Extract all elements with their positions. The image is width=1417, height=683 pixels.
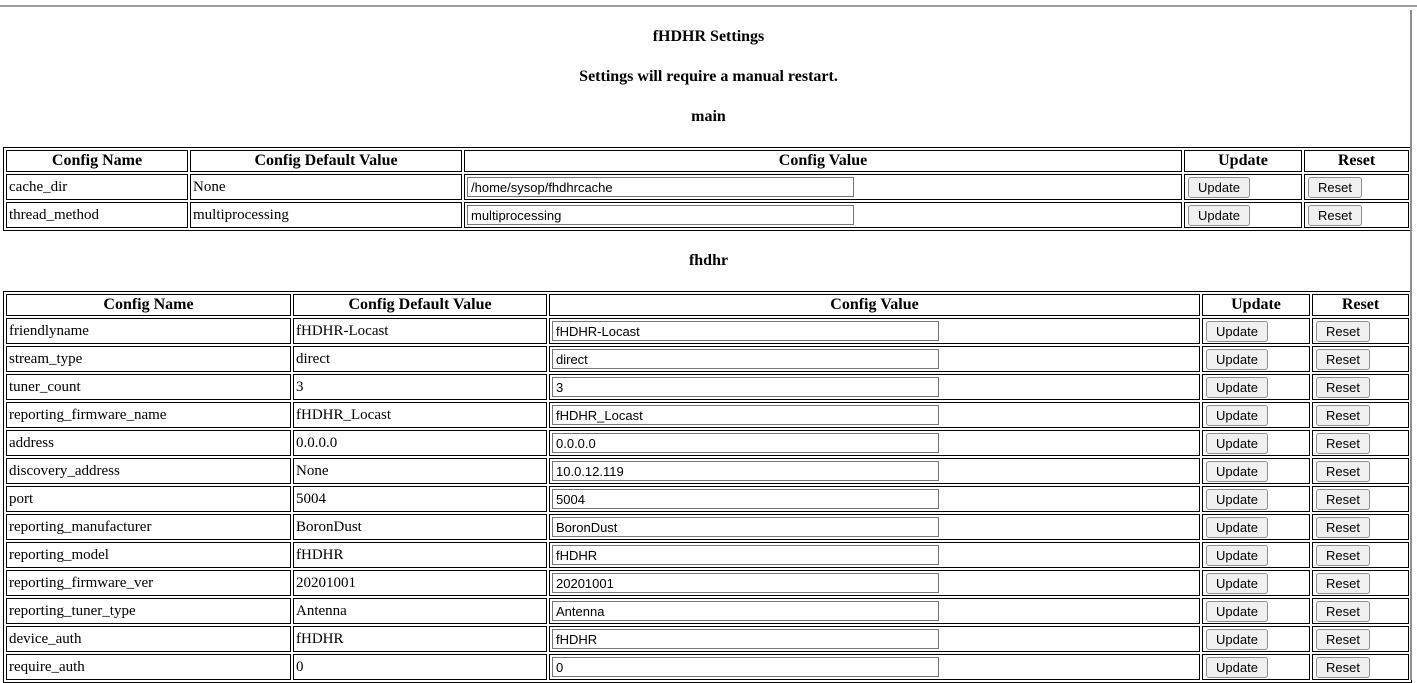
config-value-input[interactable] <box>467 177 854 197</box>
update-button[interactable]: Update <box>1206 601 1268 622</box>
config-default-value-cell: direct <box>293 346 547 372</box>
update-button[interactable]: Update <box>1206 573 1268 594</box>
reset-button[interactable]: Reset <box>1316 377 1370 398</box>
config-default-value-cell: 3 <box>293 374 547 400</box>
reset-button[interactable]: Reset <box>1316 545 1370 566</box>
reset-button[interactable]: Reset <box>1316 405 1370 426</box>
config-default-value-cell: 20201001 <box>293 570 547 596</box>
update-button[interactable]: Update <box>1206 517 1268 538</box>
reset-button[interactable]: Reset <box>1308 177 1362 198</box>
config-value-cell <box>549 626 1200 652</box>
reset-button[interactable]: Reset <box>1316 517 1370 538</box>
reset-button[interactable]: Reset <box>1316 601 1370 622</box>
config-value-input[interactable] <box>552 321 939 341</box>
config-table <box>3 291 1412 683</box>
config-row <box>6 458 1409 484</box>
col-header-config-name: Config Name <box>6 294 291 316</box>
config-row <box>6 542 1409 568</box>
config-value-input[interactable] <box>467 205 854 225</box>
config-default-value-cell: fHDHR_Locast <box>293 402 547 428</box>
config-value-cell <box>549 654 1200 680</box>
reset-button[interactable]: Reset <box>1316 489 1370 510</box>
update-cell <box>1202 626 1310 652</box>
reset-button[interactable]: Reset <box>1316 657 1370 678</box>
config-value-input[interactable] <box>552 405 939 425</box>
col-header-config-name: Config Name <box>6 150 188 172</box>
update-cell <box>1202 402 1310 428</box>
top-divider <box>0 5 1417 7</box>
reset-button[interactable]: Reset <box>1316 433 1370 454</box>
config-name-cell: reporting_firmware_ver <box>6 570 291 596</box>
config-row <box>6 570 1409 596</box>
reset-button[interactable]: Reset <box>1316 321 1370 342</box>
config-default-value-cell: 0 <box>293 654 547 680</box>
config-value-input[interactable] <box>552 573 939 593</box>
config-name-cell: require_auth <box>6 654 291 680</box>
config-name-cell: thread_method <box>6 202 188 228</box>
update-button[interactable]: Update <box>1206 461 1268 482</box>
col-header-reset: Reset <box>1312 294 1409 316</box>
update-button[interactable]: Update <box>1206 545 1268 566</box>
reset-button[interactable]: Reset <box>1308 205 1362 226</box>
config-default-value-cell: BoronDust <box>293 514 547 540</box>
config-value-cell <box>549 458 1200 484</box>
config-default-value-cell: 0.0.0.0 <box>293 430 547 456</box>
reset-button[interactable]: Reset <box>1316 349 1370 370</box>
config-value-input[interactable] <box>552 489 939 509</box>
config-name-cell: reporting_manufacturer <box>6 514 291 540</box>
config-default-value-cell: fHDHR <box>293 626 547 652</box>
config-value-cell <box>464 202 1182 228</box>
config-row <box>6 486 1409 512</box>
config-value-input[interactable] <box>552 461 939 481</box>
reset-cell <box>1312 374 1409 400</box>
config-row <box>6 402 1409 428</box>
config-value-cell <box>549 430 1200 456</box>
update-button[interactable]: Update <box>1206 433 1268 454</box>
config-name-cell: friendlyname <box>6 318 291 344</box>
update-cell <box>1184 202 1302 228</box>
config-row <box>6 430 1409 456</box>
config-section <box>3 251 1414 683</box>
config-row <box>6 374 1409 400</box>
reset-button[interactable]: Reset <box>1316 461 1370 482</box>
reset-cell <box>1312 430 1409 456</box>
config-value-cell <box>549 318 1200 344</box>
reset-cell <box>1312 514 1409 540</box>
update-cell <box>1202 514 1310 540</box>
config-name-cell: cache_dir <box>6 174 188 200</box>
reset-cell <box>1304 174 1409 200</box>
reset-button[interactable]: Reset <box>1316 573 1370 594</box>
reset-cell <box>1312 654 1409 680</box>
col-header-config-default-value: Config Default Value <box>293 294 547 316</box>
config-name-cell: address <box>6 430 291 456</box>
config-default-value-cell: fHDHR <box>293 542 547 568</box>
page-title: fHDHR Settings <box>652 28 765 45</box>
config-name-cell: stream_type <box>6 346 291 372</box>
update-cell <box>1202 430 1310 456</box>
update-cell <box>1202 374 1310 400</box>
update-button[interactable]: Update <box>1206 657 1268 678</box>
update-button[interactable]: Update <box>1206 405 1268 426</box>
config-value-cell <box>549 598 1200 624</box>
config-table <box>3 147 1412 231</box>
section-title: main <box>691 108 726 125</box>
config-value-cell <box>549 402 1200 428</box>
config-name-cell: reporting_model <box>6 542 291 568</box>
config-default-value-cell: None <box>293 458 547 484</box>
reset-cell <box>1312 402 1409 428</box>
reset-cell <box>1312 346 1409 372</box>
config-value-input[interactable] <box>552 545 939 565</box>
update-button[interactable]: Update <box>1188 205 1250 226</box>
config-value-input[interactable] <box>552 433 939 453</box>
reset-cell <box>1312 318 1409 344</box>
col-header-update: Update <box>1184 150 1302 172</box>
update-cell <box>1202 654 1310 680</box>
config-value-cell <box>549 542 1200 568</box>
config-name-cell: reporting_firmware_name <box>6 402 291 428</box>
config-value-input[interactable] <box>552 517 939 537</box>
reset-cell <box>1312 486 1409 512</box>
col-header-config-default-value: Config Default Value <box>190 150 462 172</box>
update-cell <box>1202 542 1310 568</box>
table-header-row <box>6 294 1409 316</box>
config-row <box>6 598 1409 624</box>
update-button[interactable]: Update <box>1206 629 1268 650</box>
update-cell <box>1202 318 1310 344</box>
settings-sections <box>3 107 1414 683</box>
reset-cell <box>1312 626 1409 652</box>
update-cell <box>1202 486 1310 512</box>
config-row <box>6 202 1409 228</box>
update-cell <box>1184 174 1302 200</box>
config-name-cell: discovery_address <box>6 458 291 484</box>
section-title: fhdhr <box>688 252 729 269</box>
update-button[interactable]: Update <box>1206 489 1268 510</box>
reset-cell <box>1312 458 1409 484</box>
config-default-value-cell: fHDHR-Locast <box>293 318 547 344</box>
config-value-cell <box>549 374 1200 400</box>
col-header-config-value: Config Value <box>464 150 1182 172</box>
update-cell <box>1202 598 1310 624</box>
config-value-cell <box>549 486 1200 512</box>
config-value-cell <box>549 570 1200 596</box>
update-button[interactable]: Update <box>1206 349 1268 370</box>
config-value-input[interactable] <box>552 349 939 369</box>
reset-cell <box>1312 542 1409 568</box>
update-cell <box>1202 458 1310 484</box>
reset-button[interactable]: Reset <box>1316 629 1370 650</box>
config-row <box>6 626 1409 652</box>
settings-page <box>0 5 1417 683</box>
config-value-input[interactable] <box>552 377 939 397</box>
config-value-cell <box>464 174 1182 200</box>
update-button[interactable]: Update <box>1206 321 1268 342</box>
viewport-right-edge <box>1410 10 1412 680</box>
config-value-input[interactable] <box>552 601 939 621</box>
config-value-input[interactable] <box>552 629 939 649</box>
col-header-reset: Reset <box>1304 150 1409 172</box>
config-default-value-cell: 5004 <box>293 486 547 512</box>
reset-cell <box>1312 570 1409 596</box>
col-header-update: Update <box>1202 294 1310 316</box>
table-header-row <box>6 150 1409 172</box>
update-cell <box>1202 570 1310 596</box>
col-header-config-value: Config Value <box>549 294 1200 316</box>
reset-cell <box>1304 202 1409 228</box>
config-value-input[interactable] <box>552 657 939 677</box>
config-row <box>6 318 1409 344</box>
update-button[interactable]: Update <box>1188 177 1250 198</box>
config-row <box>6 514 1409 540</box>
config-value-cell <box>549 514 1200 540</box>
config-value-cell <box>549 346 1200 372</box>
config-default-value-cell: multiprocessing <box>190 202 462 228</box>
config-row <box>6 346 1409 372</box>
config-name-cell: tuner_count <box>6 374 291 400</box>
update-cell <box>1202 346 1310 372</box>
config-row <box>6 654 1409 680</box>
config-name-cell: port <box>6 486 291 512</box>
config-section <box>3 107 1414 231</box>
reset-cell <box>1312 598 1409 624</box>
update-button[interactable]: Update <box>1206 377 1268 398</box>
config-default-value-cell: None <box>190 174 462 200</box>
config-name-cell: device_auth <box>6 626 291 652</box>
config-name-cell: reporting_tuner_type <box>6 598 291 624</box>
config-default-value-cell: Antenna <box>293 598 547 624</box>
restart-notice: Settings will require a manual restart. <box>579 68 838 85</box>
config-row <box>6 174 1409 200</box>
